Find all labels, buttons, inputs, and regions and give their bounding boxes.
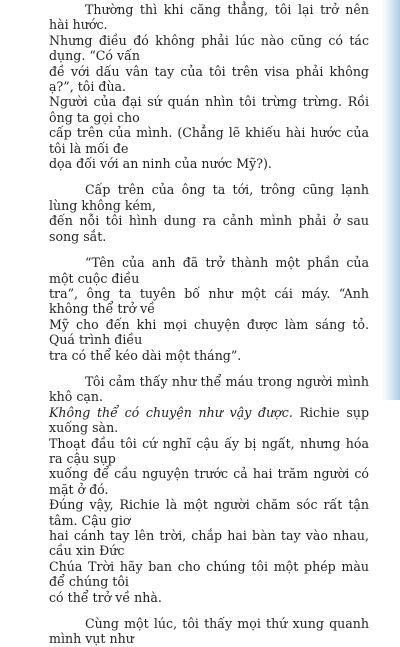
text-line — [49, 405, 369, 436]
italic-phrase: Không thể có chuyện như vậy được. — [49, 404, 293, 420]
text-line: có thể trở về nhà. — [49, 589, 162, 605]
text-line: Cùng một lúc, tôi thấy mọi thứ xung quanh mình vụt như — [49, 616, 369, 647]
paragraph-3 — [49, 255, 369, 363]
text-line: tra”, ông ta tuyên bố như một cái máy. “Anh không thể trở về — [49, 285, 369, 317]
text-line: Cấp trên của ông ta tới, trông cũng lạnh lùng không kém, — [49, 182, 369, 213]
paragraph-1 — [49, 2, 369, 171]
text-line: Chúa Trời hãy ban cho chúng tôi một phép màu để chúng tôi — [49, 558, 369, 590]
paragraph-2 — [49, 182, 369, 244]
paragraph-4 — [49, 374, 369, 605]
text-line: Mỹ cho đến khi mọi chuyện được làm sáng tỏ. Quá trình điều — [49, 316, 369, 348]
text-line: đề với dấu vân tay của tôi trên visa phải không ạ?”, tôi đùa. — [49, 63, 369, 95]
text-line: cấp trên của mình. (Chẳng lẽ khiếu hài hước của tôi là mối đe — [49, 125, 369, 156]
text-line: Đúng vậy, Richie là một người chăm sóc rất tận tâm. Cậu giơ — [49, 497, 369, 528]
text-line: Nhưng điều đó không phải lúc nào cũng có tác dụng. “Có vấn — [49, 32, 369, 64]
text-line: dọa đối với an ninh của nước Mỹ?). — [49, 156, 272, 172]
text-line-rest: Richie sụp xuống sàn. — [49, 404, 370, 436]
text-line: Thường thì khi căng thẳng, tôi lại trở nên hài hước. — [49, 2, 369, 33]
text-line: đến nỗi tôi hình dung ra cảnh mình phải ở sau song sắt. — [49, 213, 369, 244]
text-line: Tôi cảm thấy như thể máu trong người mình khô cạn. — [49, 373, 369, 405]
paragraph-5 — [49, 616, 369, 647]
page-text — [49, 2, 369, 647]
text-line: “Tên của anh đã trở thành một phần của một cuộc điều — [49, 255, 369, 286]
page-edge-shadow — [382, 0, 400, 400]
text-line: xuống để cầu nguyện trước cả hai trăm người có mặt ở đó. — [49, 466, 369, 497]
text-line: Người của đại sứ quán nhìn tôi trừng trừng. Rồi ông ta gọi cho — [49, 94, 369, 125]
text-line: Thoạt đầu tôi cứ nghĩ cậu ấy bị ngất, nhưng hóa ra cậu sụp — [49, 435, 369, 466]
text-line: hai cánh tay lên trời, chắp hai bàn tay vào nhau, cầu xin Đức — [49, 528, 369, 559]
text-line: tra có thể kéo dài một tháng”. — [49, 347, 242, 363]
